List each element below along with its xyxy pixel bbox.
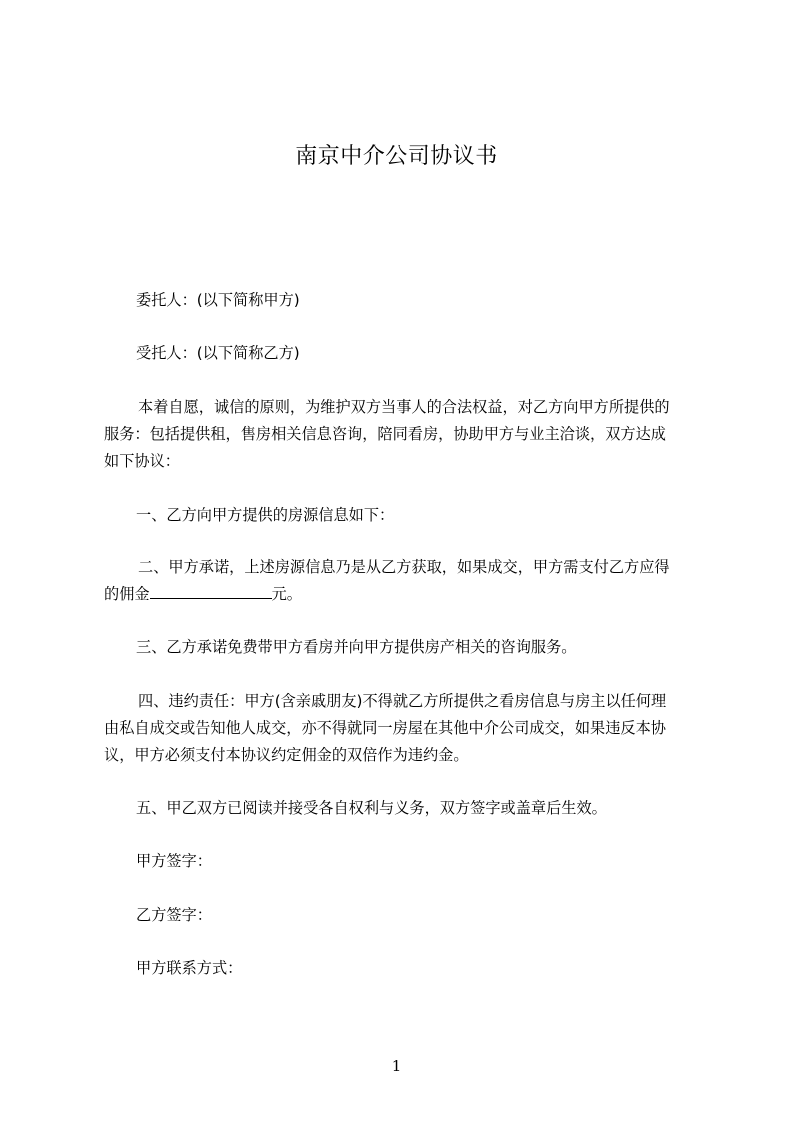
client-line bbox=[104, 287, 699, 314]
clause-2 bbox=[104, 554, 699, 608]
signature-party-b-label: 乙方签字： bbox=[136, 906, 212, 924]
contact-party-a bbox=[104, 955, 699, 982]
page-number: 1 bbox=[391, 1057, 402, 1075]
clause-4 bbox=[104, 688, 699, 769]
clause-4-line-1: 四、违约责任：甲方(含亲戚朋友)不得就乙方所提供之看房信息与房主以任何理 bbox=[138, 692, 667, 710]
intro-line-1: 本着自愿，诚信的原则，为维护双方当事人的合法权益，对乙方向甲方所提供的 bbox=[138, 398, 670, 416]
clause-2-line-1: 二、甲方承诺，上述房源信息乃是从乙方获取，如果成交，甲方需支付乙方应得 bbox=[138, 558, 670, 576]
document-title: 南京中介公司协议书 bbox=[295, 144, 498, 169]
clause-4-line-3: 议，甲方必须支付本协议约定佣金的双倍作为违约金。 bbox=[104, 746, 469, 764]
contact-party-a-label: 甲方联系方式： bbox=[136, 959, 243, 977]
clause-4-line-2: 由私自成交或告知他人成交，亦不得就同一房屋在其他中介公司成交，如果违反本协 bbox=[104, 719, 666, 737]
signature-party-a bbox=[104, 848, 699, 875]
clause-3-text: 三、乙方承诺免费带甲方看房并向甲方提供房产相关的咨询服务。 bbox=[136, 638, 577, 656]
intro-line-2: 服务：包括提供租，售房相关信息咨询，陪同看房，协助甲方与业主洽谈，双方达成 bbox=[104, 425, 666, 443]
clause-1 bbox=[104, 502, 699, 529]
clause-5-text: 五、甲乙双方已阅读并接受各自权利与义务，双方签字或盖章后生效。 bbox=[136, 799, 607, 817]
client-text: 委托人：(以下简称甲方) bbox=[136, 291, 300, 309]
clause-5 bbox=[104, 795, 699, 822]
commission-blank bbox=[150, 583, 272, 599]
agent-text: 受托人：(以下简称乙方) bbox=[136, 344, 300, 362]
clause-1-text: 一、乙方向甲方提供的房源信息如下： bbox=[136, 506, 395, 524]
intro-line-3: 如下协议： bbox=[104, 452, 180, 470]
clause-3 bbox=[104, 634, 699, 661]
clause-2-line-2 bbox=[104, 581, 699, 608]
agent-line bbox=[104, 340, 699, 367]
signature-party-a-label: 甲方签字： bbox=[136, 852, 212, 870]
clause-2-suffix: 元。 bbox=[271, 585, 302, 603]
signature-party-b bbox=[104, 902, 699, 929]
intro-paragraph bbox=[104, 394, 699, 475]
clause-2-prefix: 的佣金 bbox=[104, 585, 150, 603]
